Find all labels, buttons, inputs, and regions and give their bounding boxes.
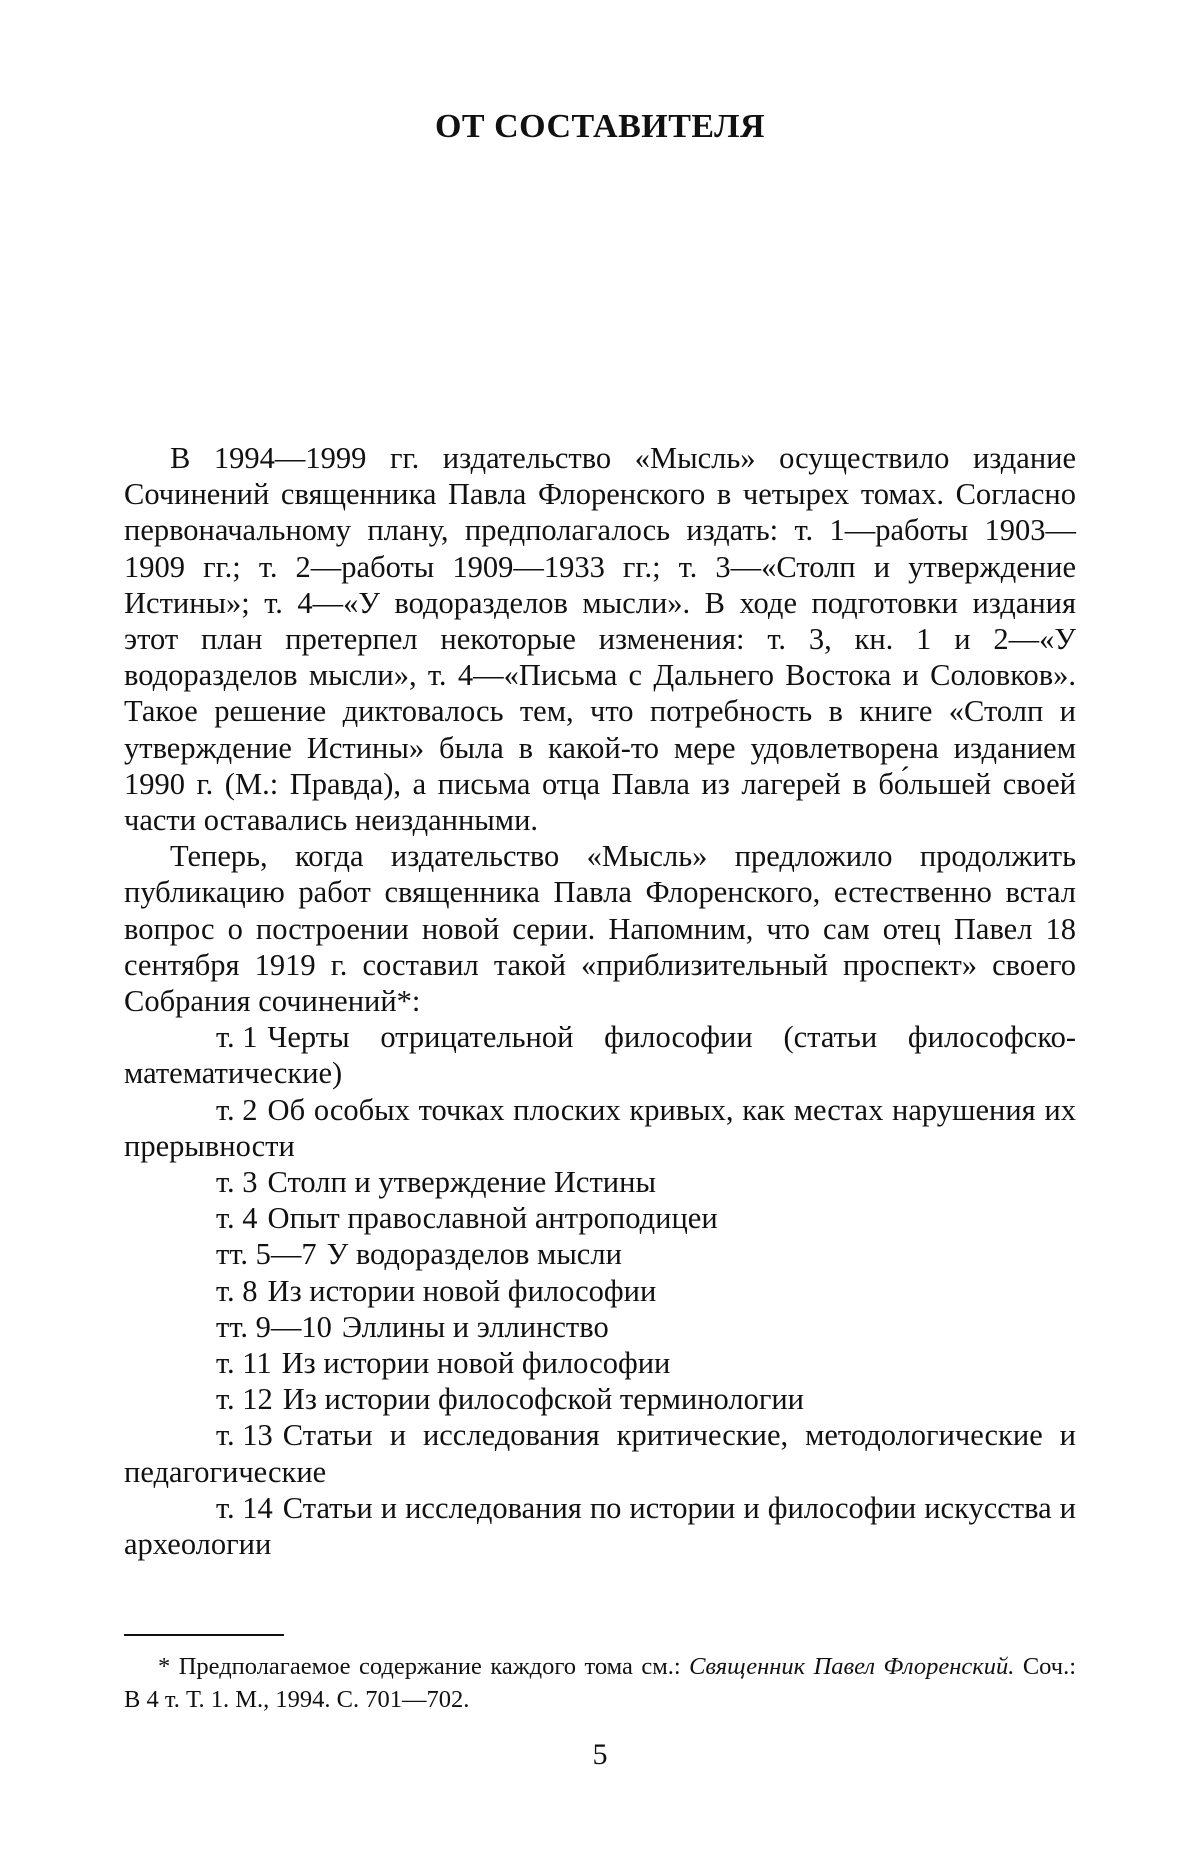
volume-title: Столп и утверждение Истины [267, 1165, 656, 1200]
volume-item [124, 1345, 1076, 1381]
volume-number: т. 12 [216, 1382, 273, 1417]
volume-item [124, 1273, 1076, 1309]
volume-number: т. 3 [216, 1165, 258, 1200]
paragraph-2: Теперь, когда издательство «Мысль» предложило продолжить публикацию работ священника Павла Флоренского, естественно встал вопрос о построении новой серии. Напомним, что сам отец Павел 18 сентября 1919 г. составил такой «приблизительный проспект» своего Собрания сочинений*: [124, 839, 1076, 1019]
volume-title: Статьи и исследования критические, методологические и педагогические [124, 1418, 1076, 1489]
volume-number: т. 14 [216, 1490, 273, 1525]
volume-item [124, 1092, 1076, 1164]
volume-title: У водоразделов мысли [326, 1237, 622, 1272]
volume-title: Из истории философской терминологии [282, 1382, 804, 1417]
footnote-marker: * [158, 1653, 171, 1680]
page-number: 5 [592, 1738, 608, 1771]
volume-number: т. 13 [216, 1418, 273, 1453]
volume-title: Об особых точках плоских кривых, как местах нарушения их прерывности [124, 1092, 1076, 1163]
footnote-citation: Соч.: В 4 т. Т. 1. М., 1994. С. 701—702. [124, 1653, 1077, 1713]
volume-number: т. 1 [216, 1020, 258, 1055]
volume-title: Эллины и эллинство [341, 1309, 609, 1344]
volume-item [124, 1019, 1076, 1091]
paragraph-1: В 1994—1999 гг. издательство «Мысль» осуществило издание Сочинений священника Павла Флоренского в четырех томах. Согласно первоначальному плану, предполагалось издать: т. 1—работы 1903—1909 гг.; т. 2—работы 1909—1933 гг.; т. 3—«Столп и утверждение Истины»; т. 4—«У водоразделов мысли». В ходе подготовки издания этот план претерпел некоторые изменения: т. 3, кн. 1 и 2—«У водоразделов мысли», т. 4—«Письма с Дальнего Востока и Соловков». Такое решение диктовалось тем, что потребность в книге «Столп и утверждение Истины» была в какой-то мере удовлетворена изданием 1990 г. (М.: Правда), а письма отца Павла из лагерей в бо́льшей своей части оставались неизданными. [124, 441, 1076, 838]
page-title: ОТ СОСТАВИТЕЛЯ [434, 108, 766, 145]
volume-list [124, 1019, 1076, 1562]
volume-title: Из истории новой философии [267, 1273, 657, 1308]
volume-number: т. 2 [216, 1092, 258, 1127]
body-text [124, 440, 1076, 1562]
volume-title: Опыт православной антроподицеи [267, 1201, 718, 1236]
volume-number: тт. 5—7 [216, 1237, 317, 1272]
volume-item [124, 1309, 1076, 1345]
volume-number: т. 4 [216, 1201, 258, 1236]
footnote-divider [124, 1634, 284, 1636]
volume-item [124, 1236, 1076, 1272]
volume-item [124, 1417, 1076, 1489]
volume-title: Из истории новой философии [281, 1346, 671, 1381]
volume-title: Статьи и исследования по истории и философии искусства и археологии [124, 1490, 1076, 1562]
volume-item [124, 1490, 1076, 1562]
volume-item [124, 1164, 1076, 1200]
volume-number: тт. 9—10 [216, 1309, 332, 1344]
volume-item [124, 1381, 1076, 1417]
volume-item [124, 1200, 1076, 1236]
footnote [124, 1650, 1076, 1716]
footnote-author: Священник Павел Флоренский. [689, 1653, 1015, 1680]
volume-number: т. 11 [216, 1346, 272, 1381]
footnote-text: Предполагаемое содержание каждого тома см.: [178, 1653, 681, 1680]
volume-number: т. 8 [216, 1273, 258, 1308]
volume-title: Черты отрицательной философии (статьи философско-математические) [124, 1020, 1076, 1091]
